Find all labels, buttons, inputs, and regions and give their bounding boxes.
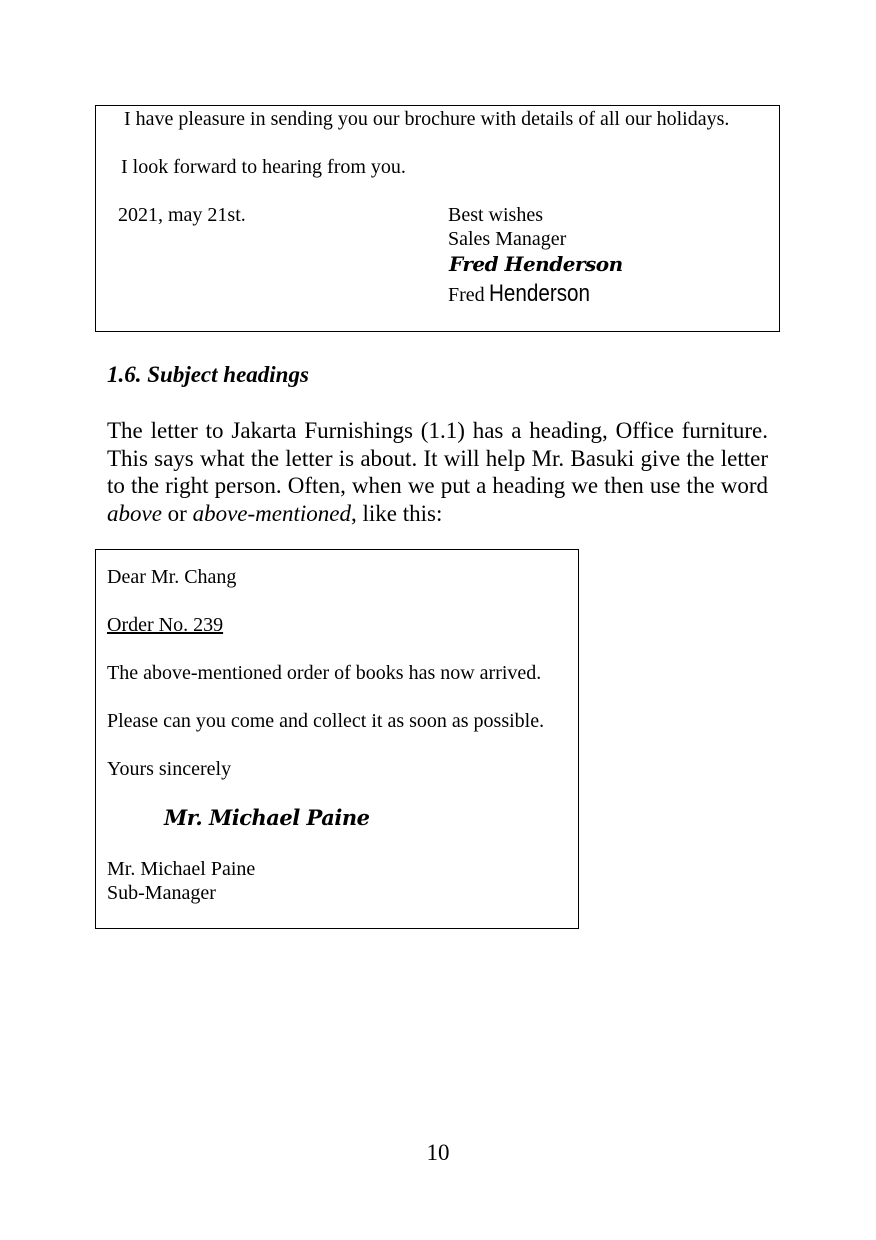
paragraph-text-1: The letter to Jakarta Furnishings (1.1) has a heading, Office furniture. This says what the letter is about. It will help Mr. Basuki give the letter to the right person. Often, when we put a heading we then use the word [107, 418, 768, 498]
paragraph-text-2: or [161, 500, 193, 526]
letter2-signatory-name: Mr. Michael Paine [107, 858, 256, 880]
letter2-closing: Yours sincerely [107, 758, 232, 780]
section-heading: 1.6. Subject headings [107, 362, 309, 387]
letter2-subject-heading: Order No. 239 [107, 614, 224, 636]
letter1-signature: Fred Henderson [449, 252, 623, 276]
paragraph-text-3: , like this: [350, 500, 443, 526]
paragraph-em-above-mentioned: above-mentioned [192, 500, 351, 526]
letter1-name-first: Fred [448, 284, 485, 306]
page-number: 10 [426, 1140, 450, 1165]
letter2-body-collect: Please can you come and collect it as soon as possible. [107, 710, 545, 732]
letter1-closing: Best wishes [448, 204, 543, 226]
letter1-position: Sales Manager [448, 228, 567, 250]
letter1-name-last: Henderson [488, 280, 590, 307]
letter1-line-forward: I look forward to hearing from you. [121, 156, 406, 178]
letter2-signature: Mr. Michael Paine [164, 805, 370, 830]
letter1-line-brochure: I have pleasure in sending you our brochure with details of all our holidays. [124, 108, 730, 130]
section-paragraph [107, 417, 768, 527]
letter1-signatory-name [448, 282, 606, 306]
paragraph-em-above: above [107, 500, 162, 526]
letter2-position: Sub-Manager [107, 882, 216, 904]
letter1-date: 2021, may 21st. [118, 204, 246, 226]
letter2-salutation: Dear Mr. Chang [107, 566, 237, 588]
letter2-body-arrived: The above-mentioned order of books has now arrived. [107, 662, 542, 684]
